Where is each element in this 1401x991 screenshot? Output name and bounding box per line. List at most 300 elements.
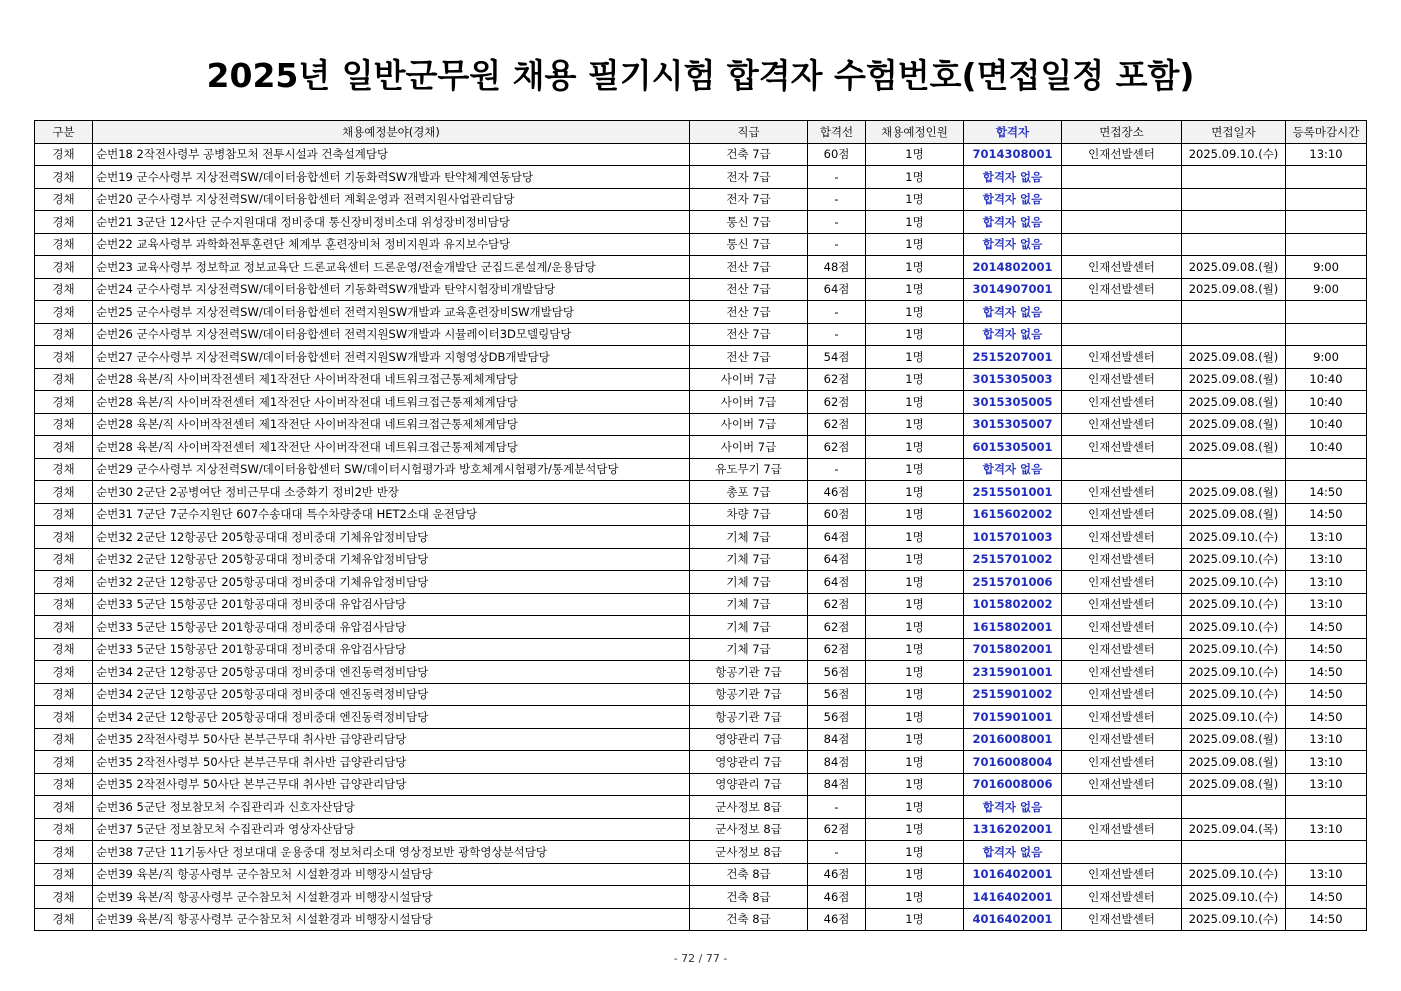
cell-registration-deadline: 14:50 [1286,886,1367,909]
cell-passer: 1416402001 [964,886,1062,909]
cell-registration-deadline: 14:50 [1286,661,1367,684]
cell-category: 경채 [35,233,93,256]
cell-field: 순번25 군수사령부 지상전력SW/데이터융합센터 전력지원SW개발과 교육훈련장비SW개발담당 [93,301,690,324]
cell-grade: 전산 7급 [690,301,808,324]
header-interview-place: 면접장소 [1062,121,1182,144]
cell-passer: 합격자 없음 [964,796,1062,819]
cell-passer: 2014802001 [964,256,1062,279]
cell-field: 순번39 육본/직 항공사령부 군수참모처 시설환경과 비행장시설담당 [93,908,690,931]
cell-interview-date: 2025.09.08.(월) [1182,256,1286,279]
cell-grade: 기체 7급 [690,593,808,616]
cell-category: 경채 [35,773,93,796]
cell-cutoff: - [808,233,866,256]
header-passer: 합격자 [964,121,1062,144]
cell-registration-deadline: 10:40 [1286,368,1367,391]
cell-cutoff: - [808,188,866,211]
cell-cutoff: 46점 [808,481,866,504]
cell-registration-deadline [1286,458,1367,481]
cell-passer: 2515501001 [964,481,1062,504]
cell-cutoff: 62점 [808,616,866,639]
cell-interview-place: 인재선발센터 [1062,593,1182,616]
cell-interview-place: 인재선발센터 [1062,346,1182,369]
cell-cutoff: 62점 [808,391,866,414]
cell-cutoff: 64점 [808,526,866,549]
cell-headcount: 1명 [866,593,964,616]
cell-passer: 합격자 없음 [964,211,1062,234]
cell-field: 순번38 7군단 11기동사단 정보대대 운용중대 정보처리소대 영상정보반 광학영상분석담당 [93,841,690,864]
cell-cutoff: 64점 [808,548,866,571]
cell-interview-place [1062,233,1182,256]
cell-category: 경채 [35,368,93,391]
cell-registration-deadline: 13:10 [1286,818,1367,841]
cell-registration-deadline: 14:50 [1286,481,1367,504]
cell-cutoff: - [808,796,866,819]
table-row [35,728,1367,751]
cell-headcount: 1명 [866,571,964,594]
cell-registration-deadline: 14:50 [1286,616,1367,639]
cell-interview-date: 2025.09.08.(월) [1182,436,1286,459]
cell-passer: 1615602002 [964,503,1062,526]
cell-field: 순번18 2작전사령부 공병참모처 전투시설과 건축설계담당 [93,143,690,166]
cell-registration-deadline: 9:00 [1286,346,1367,369]
cell-registration-deadline [1286,233,1367,256]
cell-headcount: 1명 [866,526,964,549]
table-row [35,458,1367,481]
header-headcount: 채용예정인원 [866,121,964,144]
cell-category: 경채 [35,863,93,886]
table-row [35,593,1367,616]
table-row [35,413,1367,436]
cell-cutoff: - [808,458,866,481]
cell-field: 순번29 군수사령부 지상전력SW/데이터융합센터 SW/데이터시험평가과 방호체계시험평가/통계분석담당 [93,458,690,481]
cell-grade: 건축 8급 [690,908,808,931]
cell-grade: 기체 7급 [690,526,808,549]
cell-headcount: 1명 [866,638,964,661]
cell-registration-deadline: 14:50 [1286,503,1367,526]
cell-cutoff: - [808,166,866,189]
cell-interview-place [1062,211,1182,234]
cell-interview-date [1182,166,1286,189]
cell-interview-place [1062,166,1182,189]
cell-passer: 1615802001 [964,616,1062,639]
cell-interview-date: 2025.09.10.(수) [1182,616,1286,639]
cell-category: 경채 [35,436,93,459]
cell-passer: 1316202001 [964,818,1062,841]
cell-passer: 7014308001 [964,143,1062,166]
cell-passer: 3014907001 [964,278,1062,301]
cell-registration-deadline: 10:40 [1286,391,1367,414]
cell-registration-deadline: 14:50 [1286,638,1367,661]
cell-headcount: 1명 [866,616,964,639]
cell-interview-date: 2025.09.10.(수) [1182,571,1286,594]
cell-interview-date: 2025.09.10.(수) [1182,908,1286,931]
cell-registration-deadline: 13:10 [1286,548,1367,571]
cell-headcount: 1명 [866,908,964,931]
cell-cutoff: 48점 [808,256,866,279]
cell-interview-date: 2025.09.08.(월) [1182,368,1286,391]
cell-registration-deadline [1286,166,1367,189]
cell-interview-date [1182,301,1286,324]
cell-passer: 합격자 없음 [964,233,1062,256]
cell-category: 경채 [35,683,93,706]
cell-headcount: 1명 [866,773,964,796]
cell-headcount: 1명 [866,796,964,819]
header-category: 구분 [35,121,93,144]
table-row [35,548,1367,571]
table-row [35,841,1367,864]
cell-interview-date: 2025.09.10.(수) [1182,638,1286,661]
cell-registration-deadline: 14:50 [1286,706,1367,729]
cell-interview-place: 인재선발센터 [1062,256,1182,279]
cell-registration-deadline: 9:00 [1286,278,1367,301]
cell-interview-place: 인재선발센터 [1062,908,1182,931]
cell-headcount: 1명 [866,503,964,526]
cell-cutoff: 62점 [808,638,866,661]
page-title: 2025년 일반군무원 채용 필기시험 합격자 수험번호(면접일정 포함) [206,56,1195,95]
cell-cutoff: 54점 [808,346,866,369]
cell-category: 경채 [35,143,93,166]
cell-grade: 총포 7급 [690,481,808,504]
cell-category: 경채 [35,661,93,684]
cell-grade: 영양관리 7급 [690,773,808,796]
cell-field: 순번35 2작전사령부 50사단 본부근무대 취사반 급양관리담당 [93,728,690,751]
table-row [35,346,1367,369]
cell-interview-place: 인재선발센터 [1062,863,1182,886]
cell-field: 순번39 육본/직 항공사령부 군수참모처 시설환경과 비행장시설담당 [93,886,690,909]
cell-grade: 기체 7급 [690,616,808,639]
cell-field: 순번30 2군단 2공병여단 정비근무대 소중화기 정비2반 반장 [93,481,690,504]
cell-field: 순번22 교육사령부 과학화전투훈련단 체계부 훈련장비처 정비지원과 유지보수담당 [93,233,690,256]
cell-grade: 건축 8급 [690,863,808,886]
cell-registration-deadline: 13:10 [1286,526,1367,549]
cell-interview-place: 인재선발센터 [1062,683,1182,706]
cell-grade: 건축 8급 [690,886,808,909]
cell-cutoff: - [808,323,866,346]
cell-passer: 3015305007 [964,413,1062,436]
cell-passer: 합격자 없음 [964,301,1062,324]
table-row [35,706,1367,729]
cell-interview-date [1182,841,1286,864]
cell-grade: 항공기관 7급 [690,706,808,729]
cell-interview-place: 인재선발센터 [1062,526,1182,549]
cell-field: 순번33 5군단 15항공단 201항공대대 정비중대 유압검사담당 [93,616,690,639]
cell-headcount: 1명 [866,661,964,684]
cell-cutoff: 84점 [808,751,866,774]
cell-category: 경채 [35,728,93,751]
header-field: 채용예정분야(경채) [93,121,690,144]
table-row [35,683,1367,706]
table-row [35,436,1367,459]
header-cutoff: 합격선 [808,121,866,144]
cell-passer: 1016402001 [964,863,1062,886]
cell-registration-deadline [1286,323,1367,346]
cell-headcount: 1명 [866,256,964,279]
cell-grade: 전자 7급 [690,166,808,189]
cell-grade: 전산 7급 [690,256,808,279]
cell-cutoff: 56점 [808,661,866,684]
cell-registration-deadline [1286,188,1367,211]
cell-field: 순번39 육본/직 항공사령부 군수참모처 시설환경과 비행장시설담당 [93,863,690,886]
cell-interview-place [1062,841,1182,864]
cell-passer: 합격자 없음 [964,458,1062,481]
cell-headcount: 1명 [866,728,964,751]
cell-interview-place [1062,796,1182,819]
table-row [35,301,1367,324]
cell-interview-place: 인재선발센터 [1062,616,1182,639]
cell-interview-place [1062,323,1182,346]
cell-category: 경채 [35,548,93,571]
cell-category: 경채 [35,751,93,774]
cell-headcount: 1명 [866,751,964,774]
cell-category: 경채 [35,458,93,481]
cell-category: 경채 [35,323,93,346]
cell-grade: 사이버 7급 [690,368,808,391]
cell-headcount: 1명 [866,706,964,729]
table-row [35,503,1367,526]
cell-grade: 영양관리 7급 [690,728,808,751]
cell-category: 경채 [35,616,93,639]
cell-cutoff: 60점 [808,143,866,166]
table-row [35,211,1367,234]
cell-interview-place: 인재선발센터 [1062,278,1182,301]
cell-field: 순번32 2군단 12항공단 205항공대대 정비중대 기체유압정비담당 [93,548,690,571]
cell-interview-date: 2025.09.10.(수) [1182,661,1286,684]
cell-interview-place: 인재선발센터 [1062,436,1182,459]
cell-grade: 사이버 7급 [690,436,808,459]
cell-category: 경채 [35,188,93,211]
cell-registration-deadline [1286,841,1367,864]
cell-interview-date [1182,796,1286,819]
cell-cutoff: 46점 [808,863,866,886]
cell-headcount: 1명 [866,683,964,706]
cell-passer: 7015901001 [964,706,1062,729]
cell-interview-place: 인재선발센터 [1062,886,1182,909]
table-row [35,886,1367,909]
cell-interview-date: 2025.09.10.(수) [1182,526,1286,549]
cell-interview-date: 2025.09.08.(월) [1182,346,1286,369]
cell-cutoff: - [808,841,866,864]
cell-interview-date: 2025.09.08.(월) [1182,278,1286,301]
cell-cutoff: 62점 [808,436,866,459]
cell-cutoff: 60점 [808,503,866,526]
cell-headcount: 1명 [866,863,964,886]
cell-field: 순번32 2군단 12항공단 205항공대대 정비중대 기체유압정비담당 [93,571,690,594]
cell-interview-place [1062,301,1182,324]
cell-interview-date: 2025.09.08.(월) [1182,773,1286,796]
cell-cutoff: 46점 [808,886,866,909]
cell-passer: 합격자 없음 [964,188,1062,211]
cell-headcount: 1명 [866,413,964,436]
cell-interview-date: 2025.09.10.(수) [1182,706,1286,729]
cell-category: 경채 [35,278,93,301]
cell-headcount: 1명 [866,143,964,166]
header-registration-deadline: 등록마감시간 [1286,121,1367,144]
cell-field: 순번32 2군단 12항공단 205항공대대 정비중대 기체유압정비담당 [93,526,690,549]
cell-field: 순번36 5군단 정보참모처 수집관리과 신호자산담당 [93,796,690,819]
table-row [35,616,1367,639]
cell-cutoff: 84점 [808,728,866,751]
cell-interview-place [1062,458,1182,481]
cell-grade: 기체 7급 [690,638,808,661]
cell-grade: 전산 7급 [690,278,808,301]
cell-field: 순번33 5군단 15항공단 201항공대대 정비중대 유압검사담당 [93,593,690,616]
cell-headcount: 1명 [866,323,964,346]
cell-cutoff: 84점 [808,773,866,796]
cell-cutoff: 62점 [808,593,866,616]
cell-passer: 합격자 없음 [964,323,1062,346]
cell-interview-date [1182,188,1286,211]
cell-registration-deadline [1286,796,1367,819]
cell-headcount: 1명 [866,233,964,256]
cell-interview-date [1182,323,1286,346]
cell-registration-deadline: 13:10 [1286,773,1367,796]
table-row [35,908,1367,931]
cell-grade: 전산 7급 [690,323,808,346]
cell-grade: 기체 7급 [690,571,808,594]
cell-grade: 항공기관 7급 [690,661,808,684]
table-row [35,571,1367,594]
cell-headcount: 1명 [866,436,964,459]
cell-cutoff: 56점 [808,683,866,706]
cell-category: 경채 [35,166,93,189]
cell-category: 경채 [35,841,93,864]
cell-passer: 3015305005 [964,391,1062,414]
cell-field: 순번23 교육사령부 정보학교 정보교육단 드론교육센터 드론운영/전술개발단 군집드론설계/운용담당 [93,256,690,279]
cell-registration-deadline: 13:10 [1286,571,1367,594]
cell-passer: 4016402001 [964,908,1062,931]
cell-field: 순번33 5군단 15항공단 201항공대대 정비중대 유압검사담당 [93,638,690,661]
cell-passer: 2515207001 [964,346,1062,369]
table-row [35,481,1367,504]
cell-registration-deadline: 14:50 [1286,908,1367,931]
cell-headcount: 1명 [866,211,964,234]
cell-headcount: 1명 [866,368,964,391]
cell-grade: 통신 7급 [690,233,808,256]
table-row [35,773,1367,796]
cell-grade: 전산 7급 [690,346,808,369]
cell-headcount: 1명 [866,458,964,481]
cell-passer: 2016008001 [964,728,1062,751]
header-interview-date: 면접일자 [1182,121,1286,144]
cell-cutoff: 64점 [808,571,866,594]
cell-interview-date: 2025.09.10.(수) [1182,886,1286,909]
cell-passer: 7015802001 [964,638,1062,661]
cell-passer: 7016008004 [964,751,1062,774]
cell-field: 순번34 2군단 12항공단 205항공대대 정비중대 엔진동력정비담당 [93,661,690,684]
cell-headcount: 1명 [866,346,964,369]
cell-registration-deadline [1286,211,1367,234]
cell-grade: 항공기관 7급 [690,683,808,706]
cell-field: 순번19 군수사령부 지상전력SW/데이터융합센터 기동화력SW개발과 탄약체계연동담당 [93,166,690,189]
cell-grade: 통신 7급 [690,211,808,234]
cell-field: 순번21 3군단 12사단 군수지원대대 정비중대 통신장비정비소대 위성장비정비담당 [93,211,690,234]
cell-field: 순번28 육본/직 사이버작전센터 제1작전단 사이버작전대 네트워크접근통제체계담당 [93,413,690,436]
cell-passer: 2515701002 [964,548,1062,571]
cell-passer: 2315901001 [964,661,1062,684]
cell-category: 경채 [35,593,93,616]
cell-interview-place: 인재선발센터 [1062,773,1182,796]
cell-headcount: 1명 [866,188,964,211]
cell-cutoff: 56점 [808,706,866,729]
cell-passer: 7016008006 [964,773,1062,796]
cell-passer: 합격자 없음 [964,166,1062,189]
cell-registration-deadline: 13:10 [1286,728,1367,751]
cell-grade: 군사정보 8급 [690,841,808,864]
cell-field: 순번31 7군단 7군수지원단 607수송대대 특수차량중대 HET2소대 운전담당 [93,503,690,526]
table-row [35,323,1367,346]
cell-interview-date: 2025.09.08.(월) [1182,503,1286,526]
table-row [35,863,1367,886]
table-row [35,796,1367,819]
cell-interview-place [1062,188,1182,211]
cell-category: 경채 [35,706,93,729]
table-row [35,278,1367,301]
cell-category: 경채 [35,301,93,324]
cell-registration-deadline: 13:10 [1286,143,1367,166]
cell-category: 경채 [35,886,93,909]
cell-field: 순번24 군수사령부 지상전력SW/데이터융합센터 기동화력SW개발과 탄약시험장비개발담당 [93,278,690,301]
cell-headcount: 1명 [866,391,964,414]
cell-category: 경채 [35,908,93,931]
cell-passer: 2515901002 [964,683,1062,706]
table-row [35,256,1367,279]
cell-field: 순번27 군수사령부 지상전력SW/데이터융합센터 전력지원SW개발과 지형영상DB개발담당 [93,346,690,369]
cell-grade: 영양관리 7급 [690,751,808,774]
cell-interview-place: 인재선발센터 [1062,661,1182,684]
cell-field: 순번35 2작전사령부 50사단 본부근무대 취사반 급양관리담당 [93,773,690,796]
cell-registration-deadline [1286,301,1367,324]
cell-category: 경채 [35,796,93,819]
cell-registration-deadline: 13:10 [1286,751,1367,774]
cell-interview-place: 인재선발센터 [1062,481,1182,504]
cell-field: 순번28 육본/직 사이버작전센터 제1작전단 사이버작전대 네트워크접근통제체계담당 [93,436,690,459]
results-table [34,120,1367,931]
cell-field: 순번26 군수사령부 지상전력SW/데이터융합센터 전력지원SW개발과 시뮬레이터3D모델링담당 [93,323,690,346]
cell-passer: 1015701003 [964,526,1062,549]
cell-passer: 2515701006 [964,571,1062,594]
header-grade: 직급 [690,121,808,144]
cell-cutoff: 62점 [808,368,866,391]
cell-category: 경채 [35,526,93,549]
cell-registration-deadline: 13:10 [1286,593,1367,616]
cell-interview-place: 인재선발센터 [1062,368,1182,391]
cell-field: 순번37 5군단 정보참모처 수집관리과 영상자산담당 [93,818,690,841]
cell-headcount: 1명 [866,818,964,841]
cell-category: 경채 [35,256,93,279]
cell-category: 경채 [35,346,93,369]
cell-cutoff: 62점 [808,818,866,841]
cell-headcount: 1명 [866,301,964,324]
cell-field: 순번28 육본/직 사이버작전센터 제1작전단 사이버작전대 네트워크접근통제체계담당 [93,391,690,414]
cell-category: 경채 [35,413,93,436]
table-row [35,751,1367,774]
cell-interview-place: 인재선발센터 [1062,638,1182,661]
cell-interview-place: 인재선발센터 [1062,571,1182,594]
cell-registration-deadline: 10:40 [1286,436,1367,459]
cell-category: 경채 [35,481,93,504]
cell-grade: 사이버 7급 [690,391,808,414]
cell-interview-place: 인재선발센터 [1062,391,1182,414]
cell-interview-place: 인재선발센터 [1062,143,1182,166]
table-row [35,638,1367,661]
cell-category: 경채 [35,638,93,661]
cell-interview-date [1182,233,1286,256]
cell-interview-date: 2025.09.10.(수) [1182,548,1286,571]
cell-interview-place: 인재선발센터 [1062,503,1182,526]
cell-category: 경채 [35,818,93,841]
cell-cutoff: 64점 [808,278,866,301]
table-row [35,166,1367,189]
